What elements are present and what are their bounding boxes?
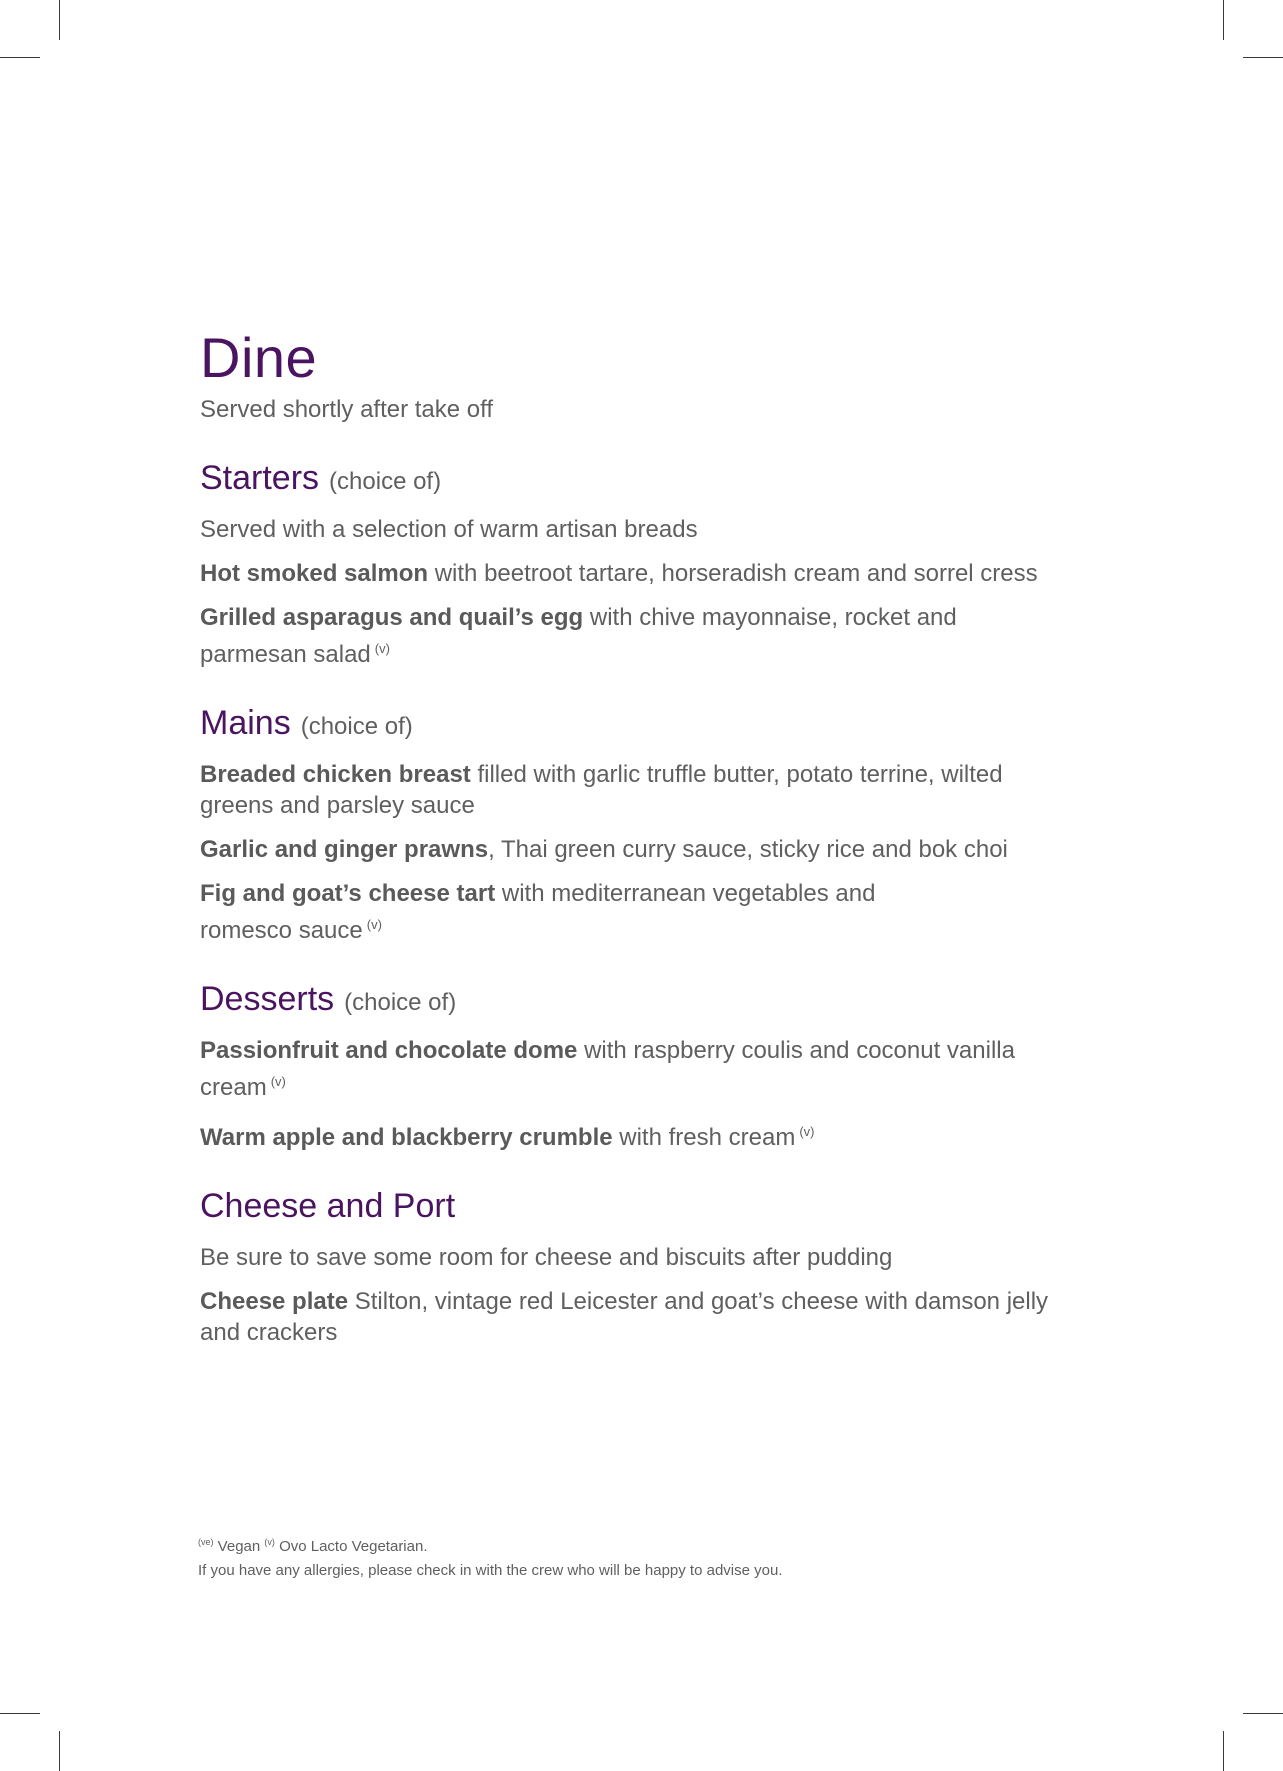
- crop-mark-top-left-vertical: [59, 0, 60, 40]
- section-desserts: [200, 980, 1100, 1153]
- section-title: Mains: [200, 703, 291, 742]
- menu-item-name: Cheese plate: [200, 1287, 349, 1315]
- section-note: (choice of): [300, 712, 413, 740]
- menu-item: [200, 834, 1100, 865]
- menu-item: [200, 1286, 1070, 1348]
- menu-item-description: with raspberry coulis and coconut vanilla cream: [200, 1036, 1015, 1101]
- section-cheese-and-port: [200, 1187, 1100, 1348]
- menu-item-description: with chive mayonnaise, rocket and parmesan salad: [200, 603, 957, 668]
- vegetarian-mark: (v): [799, 1123, 815, 1139]
- vegetarian-label: Ovo Lacto Vegetarian.: [279, 1538, 428, 1555]
- section-header: [200, 459, 1100, 498]
- menu-item-name: Fig and goat’s cheese tart: [200, 879, 496, 907]
- crop-mark-top-right-horizontal: [1243, 57, 1283, 58]
- crop-mark-top-right-vertical: [1223, 0, 1224, 40]
- crop-mark-bottom-left-vertical: [59, 1731, 60, 1771]
- page-title: Dine: [200, 326, 318, 389]
- vegetarian-mark: (v): [270, 1073, 286, 1089]
- section-note: (choice of): [344, 988, 457, 1016]
- menu-item-name: Garlic and ginger prawns: [200, 835, 489, 863]
- crop-mark-bottom-right-vertical: [1223, 1731, 1224, 1771]
- section-header: [200, 704, 1100, 743]
- crop-mark-top-left-horizontal: [0, 57, 40, 58]
- section-intro: Be sure to save some room for cheese and biscuits after pudding: [200, 1243, 893, 1271]
- page-subtitle: Served shortly after take off: [200, 396, 494, 423]
- menu-item-name: Hot smoked salmon: [200, 559, 429, 587]
- vegetarian-mark: (v): [366, 916, 382, 932]
- menu-item-description: with mediterranean vegetables and romesco sauce: [200, 879, 876, 944]
- section-header: [200, 1187, 1100, 1226]
- diet-legend: [198, 1530, 783, 1559]
- menu-item-description: with fresh cream: [612, 1123, 796, 1151]
- menu-card: [200, 326, 1100, 1361]
- menu-item: [200, 602, 1070, 670]
- section-intro: Served with a selection of warm artisan breads: [200, 515, 698, 543]
- allergy-note: If you have any allergies, please check in with the crew who will be happy to advise you.: [198, 1562, 783, 1579]
- crop-mark-bottom-left-horizontal: [0, 1713, 40, 1714]
- crop-mark-bottom-right-horizontal: [1243, 1713, 1283, 1714]
- vegetarian-mark: (v): [374, 640, 390, 656]
- menu-item-name: Warm apple and blackberry crumble: [200, 1123, 613, 1151]
- vegan-label: Vegan: [217, 1538, 261, 1555]
- menu-item-name: Grilled asparagus and quail’s egg: [200, 603, 584, 631]
- section-starters: [200, 459, 1100, 670]
- menu-item: [200, 1035, 1070, 1103]
- section-note: (choice of): [329, 467, 442, 495]
- menu-item: [200, 558, 1070, 589]
- section-mains: [200, 704, 1100, 946]
- menu-item-name: Passionfruit and chocolate dome: [200, 1036, 578, 1064]
- menu-item-description: with beetroot tartare, horseradish cream and sorrel cress: [428, 559, 1038, 587]
- section-title: Cheese and Port: [200, 1186, 456, 1225]
- footer-notes: [198, 1530, 783, 1583]
- vegan-mark: (ve): [198, 1537, 214, 1547]
- menu-item-description: filled with garlic truffle butter, potato terrine, wilted greens and parsley sauce: [200, 760, 1003, 819]
- menu-item: [200, 759, 1070, 821]
- menu-item-description: Stilton, vintage red Leicester and goat’s cheese with damson jelly and crackers: [200, 1287, 1049, 1346]
- menu-item: [200, 1116, 1070, 1153]
- menu-item: [200, 878, 960, 946]
- section-title: Desserts: [200, 979, 335, 1018]
- section-header: [200, 980, 1100, 1019]
- vegetarian-mark: (v): [264, 1537, 275, 1547]
- menu-item-description: , Thai green curry sauce, sticky rice and bok choi: [488, 835, 1008, 863]
- menu-item-name: Breaded chicken breast: [200, 760, 471, 788]
- section-title: Starters: [200, 458, 320, 497]
